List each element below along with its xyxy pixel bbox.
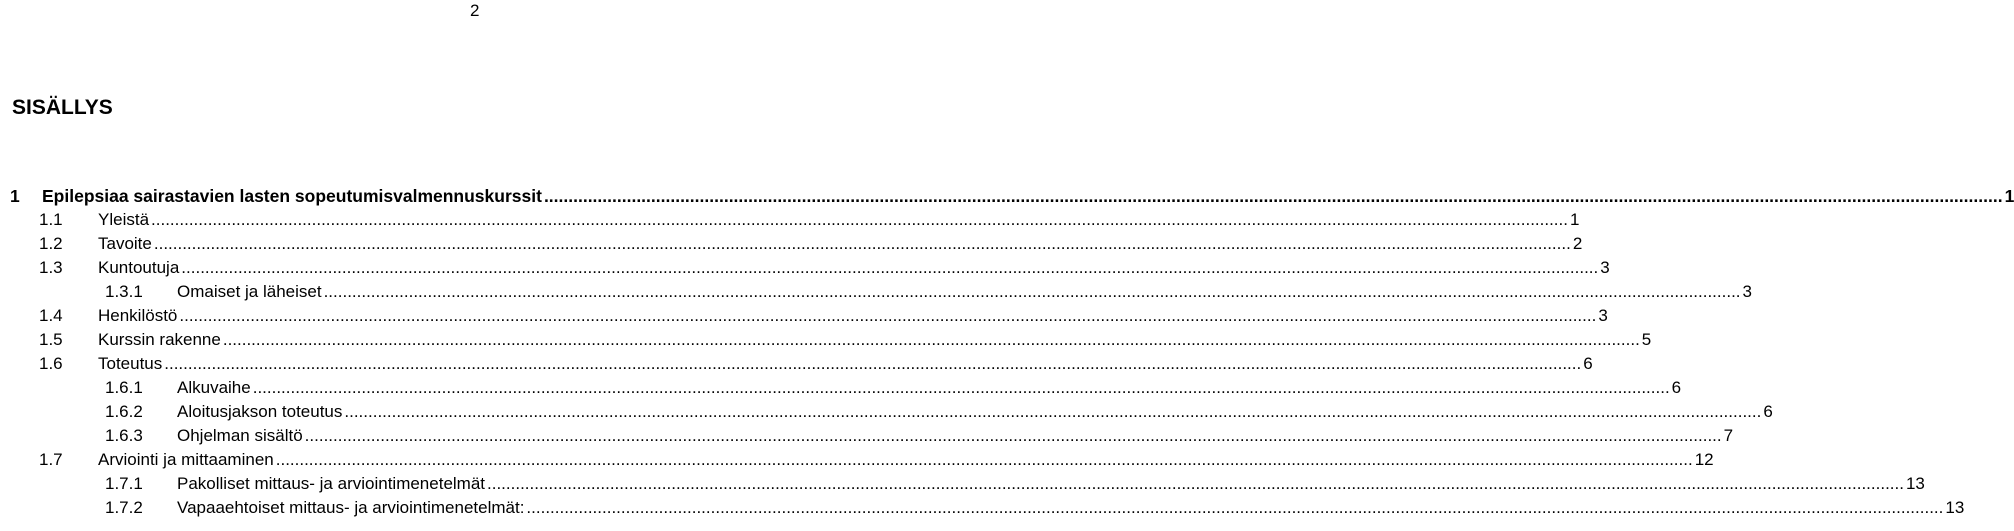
- toc-entry[interactable]: [10, 184, 2014, 208]
- toc-entry-title: Omaiset ja läheiset: [177, 282, 322, 301]
- toc-entry-number: 1.3: [39, 258, 63, 277]
- toc-entry[interactable]: [39, 208, 1580, 232]
- toc-entry-title: Aloitusjakson toteutus: [177, 402, 343, 421]
- toc-dot-leader: ............................................................................................................................................................................................................................................................................................................: [153, 234, 1571, 253]
- toc-entry-number: 1.1: [39, 210, 63, 229]
- toc-entry-page: 12: [1694, 450, 1714, 469]
- toc-entry[interactable]: [105, 424, 1734, 448]
- toc-entry-number: 1.6.2: [105, 402, 143, 421]
- toc-entry[interactable]: [105, 496, 1965, 520]
- toc-dot-leader: ............................................................................................................................................................................................................................................................................................................: [252, 378, 1670, 397]
- toc-entry-page: 6: [1583, 354, 1593, 373]
- toc-entry[interactable]: [39, 256, 1610, 280]
- toc-entry-number: 1.4: [39, 306, 63, 325]
- toc-entry-page: 13: [1945, 498, 1965, 517]
- toc-entry-number: 1.6: [39, 354, 63, 373]
- toc-entry[interactable]: [105, 472, 1925, 496]
- toc-entry-number: 1.7.2: [105, 498, 143, 517]
- toc-dot-leader: ............................................................................................................................................................................................................................................................................................................: [222, 330, 1640, 349]
- toc-dot-leader: ............................................................................................................................................................................................................................................................................................................: [304, 426, 1722, 445]
- toc-dot-leader: ............................................................................................................................................................................................................................................................................................................: [543, 186, 2003, 206]
- toc-dot-leader: ............................................................................................................................................................................................................................................................................................................: [179, 306, 1597, 325]
- toc-entry-number: 1.5: [39, 330, 63, 349]
- toc-entry-page: 1: [2004, 186, 2014, 206]
- toc-heading: SISÄLLYS: [12, 96, 113, 119]
- toc-entry-page: 13: [1905, 474, 1925, 493]
- toc-dot-leader: ............................................................................................................................................................................................................................................................................................................: [526, 498, 1944, 517]
- toc-entry-number: 1.6.3: [105, 426, 143, 445]
- toc-dot-leader: ............................................................................................................................................................................................................................................................................................................: [487, 474, 1904, 493]
- toc-entry[interactable]: [105, 376, 1682, 400]
- toc-entry[interactable]: [105, 400, 1773, 424]
- toc-entry-page: 5: [1641, 330, 1652, 349]
- toc-entry-page: 6: [1671, 378, 1682, 397]
- toc-entry-title: Ohjelman sisältö: [177, 426, 303, 445]
- toc-entry-number: 1.6.1: [105, 378, 143, 397]
- toc-entry-number: 1.3.1: [105, 282, 143, 301]
- toc-entry-title: Alkuvaihe: [177, 378, 251, 397]
- toc-entry-page: 3: [1600, 258, 1610, 277]
- toc-entry-number: 1.2: [39, 234, 63, 253]
- toc-entry-title: Henkilöstö: [98, 306, 178, 325]
- toc-entry-number: 1: [10, 186, 20, 206]
- toc-entry-title: Tavoite: [98, 234, 152, 253]
- toc-dot-leader: ............................................................................................................................................................................................................................................................................................................: [181, 258, 1599, 277]
- toc-entry[interactable]: [39, 448, 1714, 472]
- toc-entry-number: 1.7: [39, 450, 63, 469]
- toc-entry-number: 1.7.1: [105, 474, 143, 493]
- toc-entry-title: Yleistä: [98, 210, 150, 229]
- toc-entry-title: Toteutus: [98, 354, 163, 373]
- toc-entry[interactable]: [105, 280, 1752, 304]
- toc-entry-title: Vapaaehtoiset mittaus- ja arviointimenetelmät:: [177, 498, 525, 517]
- toc-dot-leader: ............................................................................................................................................................................................................................................................................................................: [344, 402, 1762, 421]
- toc-entry-title: Kurssin rakenne: [98, 330, 221, 349]
- toc-entry-page: 1: [1569, 210, 1580, 229]
- toc-entry-title: Pakolliset mittaus- ja arviointimenetelmät: [177, 474, 486, 493]
- toc-entry-page: 7: [1723, 426, 1734, 445]
- toc-entry-title: Arviointi ja mittaaminen: [98, 450, 274, 469]
- toc-entry[interactable]: [39, 304, 1608, 328]
- page-number: 2: [470, 1, 480, 20]
- toc-entry-title: Kuntoutuja: [98, 258, 180, 277]
- toc-entry-page: 6: [1763, 402, 1773, 421]
- toc-dot-leader: ............................................................................................................................................................................................................................................................................................................: [164, 354, 1582, 373]
- toc-entry[interactable]: [39, 232, 1583, 256]
- toc-entry-page: 3: [1598, 306, 1608, 325]
- toc-entry[interactable]: [39, 328, 1652, 352]
- toc-dot-leader: ............................................................................................................................................................................................................................................................................................................: [151, 210, 1568, 229]
- toc-dot-leader: ............................................................................................................................................................................................................................................................................................................: [275, 450, 1693, 469]
- toc-entry-page: 3: [1742, 282, 1752, 301]
- toc-dot-leader: ............................................................................................................................................................................................................................................................................................................: [323, 282, 1741, 301]
- toc-entry-title: Epilepsiaa sairastavien lasten sopeutumisvalmennuskurssit: [42, 186, 542, 206]
- toc-entry[interactable]: [39, 352, 1593, 376]
- toc-entry-page: 2: [1572, 234, 1583, 253]
